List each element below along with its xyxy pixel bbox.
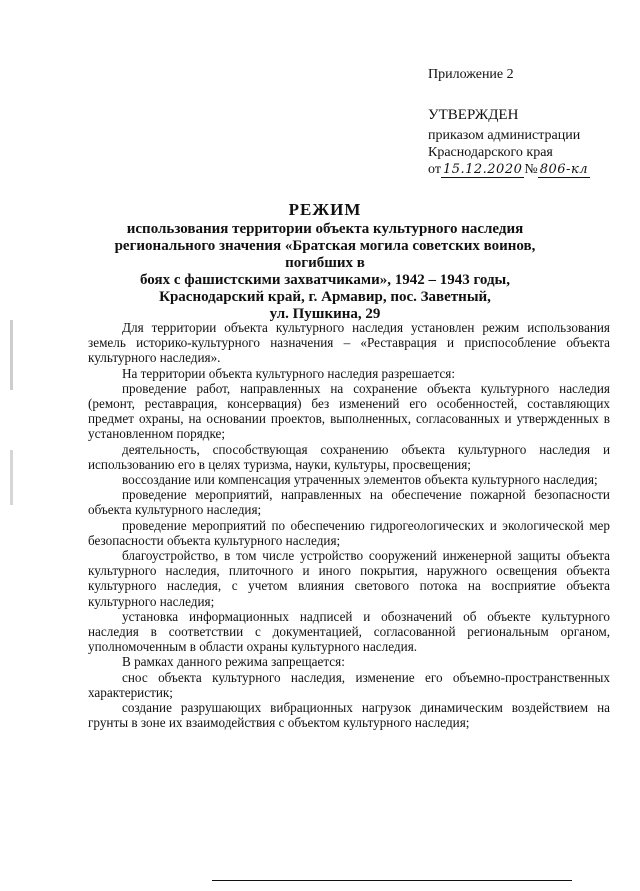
- scan-edge-mark: [10, 320, 13, 390]
- appendix-label: Приложение 2: [428, 67, 514, 82]
- paragraph-permitted-heading: На территории объекта культурного наследия разрешается:: [122, 365, 456, 381]
- paragraph-prohibited-heading: В рамках данного режима запрещается:: [122, 654, 345, 670]
- order-from-label: от: [428, 162, 441, 177]
- paragraph-preservation-activity: деятельность, способствующая сохранению объекта культурного наследия и использованию его в целях туризма, науки, культуры, просвещения;: [88, 441, 610, 472]
- paragraph-landscaping: благоустройство, в том числе устройство сооружений инженерной защиты объекта культурного наследия, плиточного и иного покрытия, наружного освещения объекта культурного наследия, с учетом влияния светового потока на восприятие объекта культурного наследия;: [88, 548, 610, 609]
- paragraph-land-use-mode: Для территории объекта культурного наследия установлен режим использования земель историко-культурного назначения – «Реставрация и приспособление объекта культурного наследия».: [88, 320, 610, 366]
- title-main: РЕЖИМ: [288, 200, 362, 219]
- order-number-handwritten: 806-кл: [539, 162, 588, 177]
- document-body: [88, 320, 610, 730]
- paragraph-fire-safety: проведение мероприятий, направленных на обеспечение пожарной безопасности объекта культурного наследия;: [88, 487, 610, 518]
- approval-block: [428, 66, 624, 178]
- paragraph-recreation: воссоздание или компенсация утраченных элементов объекта культурного наследия;: [122, 472, 598, 488]
- approved-heading: УТВЕРЖДЕН: [428, 107, 519, 123]
- paragraph-information-signs: установка информационных надписей и обозначений об объекте культурного наследия в соответствии с документацией, согласованной региональным органом, уполномоченным в области охраны культурного наследия.: [88, 608, 610, 655]
- order-line-1: приказом администрации: [428, 128, 581, 143]
- title-line-1: использования территории объекта культурного наследия: [126, 221, 524, 237]
- footer-rule: [212, 880, 572, 881]
- document-title: [95, 201, 555, 323]
- title-line-2: регионального значения «Братская могила советских воинов, погибших в: [114, 238, 536, 271]
- paragraph-hydrogeological-safety: проведение мероприятий по обеспечению гидрогеологических и экологической мер безопасности объекта культурного наследия;: [88, 517, 610, 548]
- paragraph-preservation-works: проведение работ, направленных на сохранение объекта культурного наследия (ремонт, реставрация, консервация) без изменений его особенностей, составляющих предмет охраны, на основании проектов, выполненных, согласованных и утвержденных в установленном порядке;: [88, 380, 610, 442]
- title-line-5: ул. Пушкина, 29: [269, 306, 381, 322]
- title-line-4: Краснодарский край, г. Армавир, пос. Заветный,: [159, 289, 491, 305]
- order-date-number-line: [428, 161, 624, 178]
- order-line-2: Краснодарского края: [428, 145, 553, 160]
- order-number-label: №: [524, 162, 538, 177]
- paragraph-vibration-prohibited: создание разрушающих вибрационных нагрузок динамическим воздействием на грунты в зоне их взаимодействия с объектом культурного наследия;: [88, 700, 610, 731]
- order-date-handwritten: 15.12.2020: [442, 162, 523, 177]
- paragraph-demolition-prohibited: снос объекта культурного наследия, изменение его объемно-пространственных характеристик;: [88, 669, 610, 700]
- title-line-3: боях с фашистскими захватчиками», 1942 – 1943 годы,: [139, 272, 511, 288]
